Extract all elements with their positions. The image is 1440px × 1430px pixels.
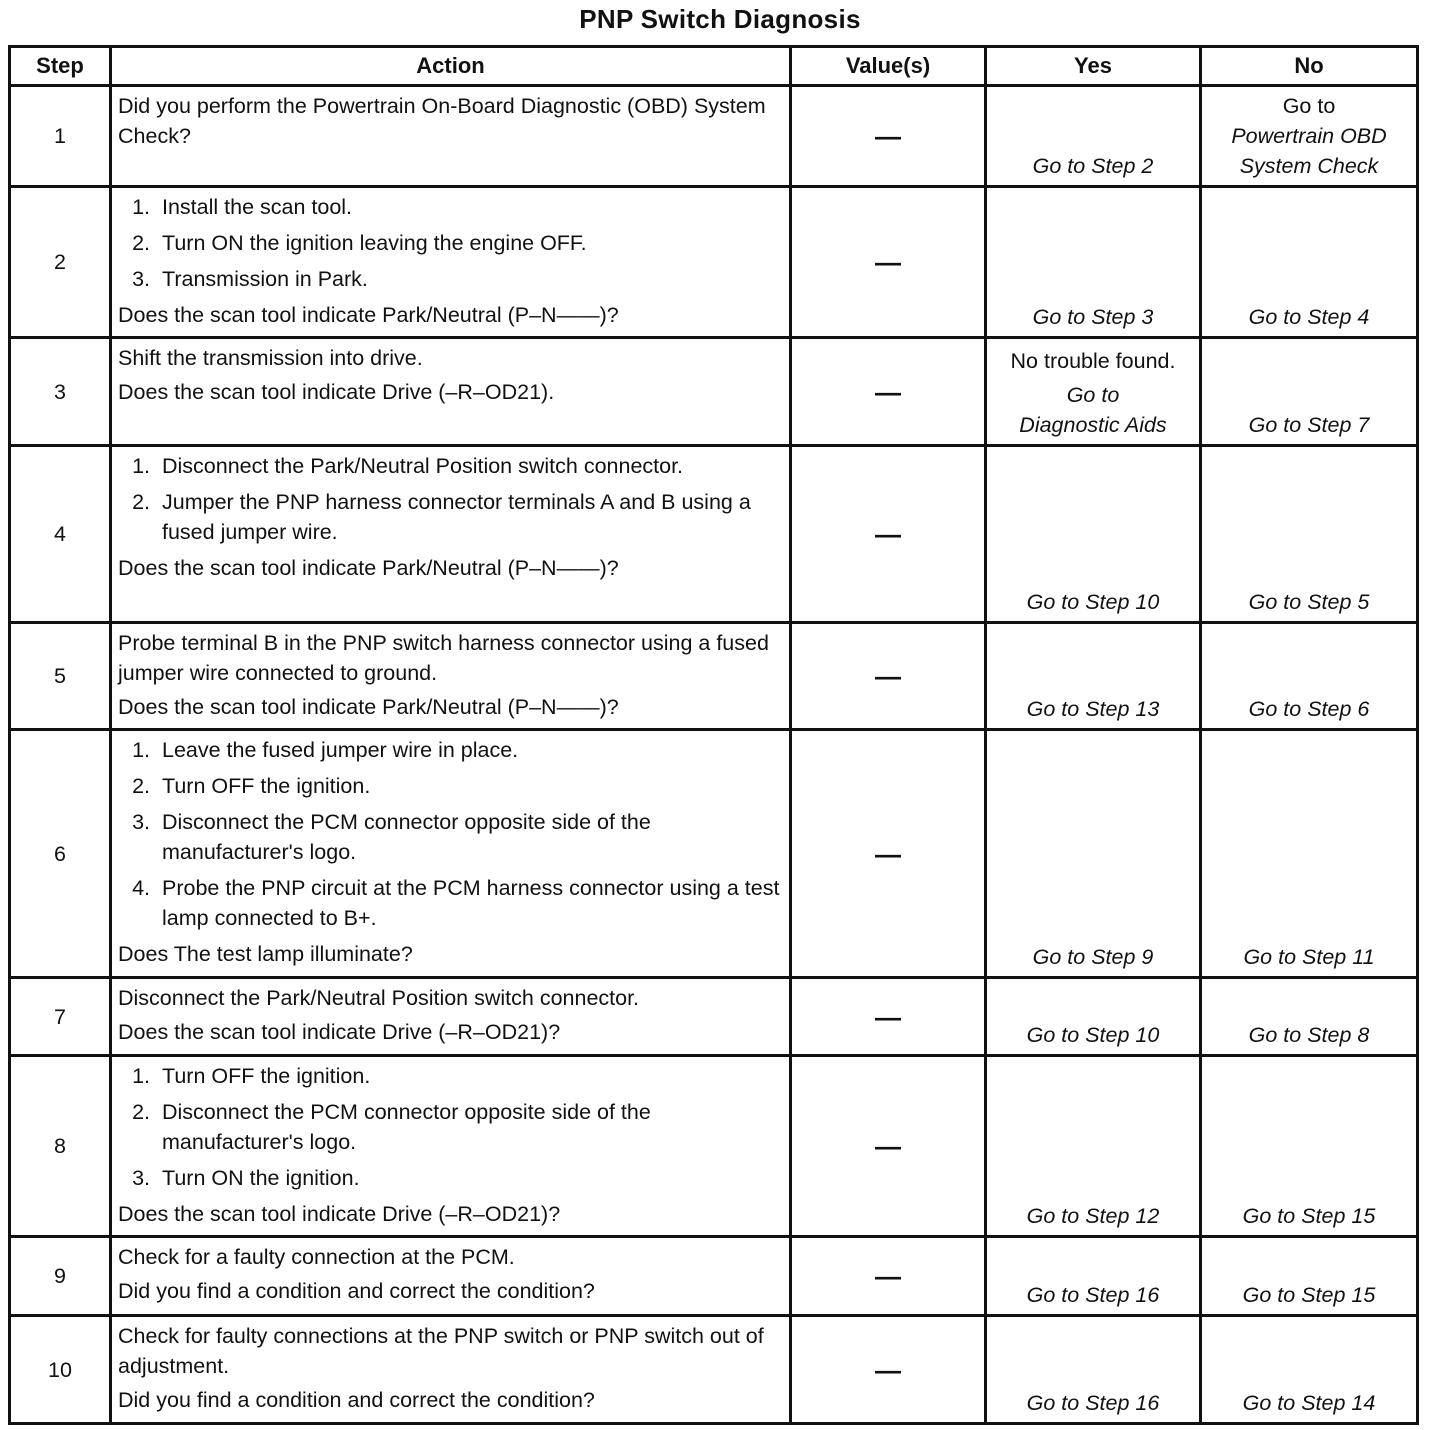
no-cell [1201,446,1418,623]
no-prefix: Go to [1282,94,1336,118]
no-link[interactable]: Go to Step 6 [1248,697,1370,721]
step-number: 8 [10,1056,111,1237]
header-row [10,47,1418,86]
yes-cell [986,1056,1201,1237]
action-step: 2. Jumper the PNP harness connector terminals A and B using a fused jumper wire. [156,487,783,547]
step-number: 6 [10,730,111,978]
action-question: Did you find a condition and correct the condition? [118,1279,595,1303]
action-question: Does the scan tool indicate Drive (–R–OD21)? [118,1202,561,1226]
header-step: Step [10,47,111,86]
action-step: 1. Install the scan tool. [156,192,783,222]
action-cell [111,730,791,978]
action-text: Check for faulty connections at the PNP switch or PNP switch out of adjustment. [118,1324,764,1378]
table-row [10,446,1418,623]
yes-cell [986,446,1201,623]
yes-link[interactable]: Go to Diagnostic Aids [1019,383,1167,437]
table-row [10,1056,1418,1237]
action-step: 3. Turn ON the ignition. [156,1163,783,1193]
yes-link[interactable]: Go to Step 16 [1026,1391,1160,1415]
yes-link[interactable]: Go to Step 10 [1026,590,1160,614]
action-question: Did you find a condition and correct the condition? [118,1388,595,1412]
value-cell: — [791,623,986,730]
yes-link[interactable]: Go to Step 12 [1026,1204,1160,1228]
step-number: 9 [10,1237,111,1316]
action-step: 3. Disconnect the PCM connector opposite side of the manufacturer's logo. [156,807,783,867]
yes-link[interactable]: Go to Step 13 [1026,697,1160,721]
table-row [10,623,1418,730]
no-link[interactable]: Go to Step 7 [1248,413,1370,437]
action-step: 1. Leave the fused jumper wire in place. [156,735,783,765]
value-cell: — [791,187,986,338]
no-link[interactable]: Go to Step 4 [1248,305,1370,329]
no-link[interactable]: Powertrain OBD System Check [1231,124,1387,178]
action-step: 4. Probe the PNP circuit at the PCM harness connector using a test lamp connected to B+. [156,873,783,933]
action-cell [111,978,791,1056]
yes-link[interactable]: Go to Step 16 [1026,1283,1160,1307]
no-cell [1201,187,1418,338]
yes-link[interactable]: Go to Step 10 [1026,1023,1160,1047]
value-cell: — [791,978,986,1056]
no-link[interactable]: Go to Step 5 [1248,590,1370,614]
action-text: Did you perform the Powertrain On-Board Diagnostic (OBD) System Check? [118,94,766,148]
step-number: 1 [10,86,111,187]
value-cell: — [791,730,986,978]
yes-cell [986,86,1201,187]
value-cell: — [791,86,986,187]
no-link[interactable]: Go to Step 15 [1242,1204,1376,1228]
step-number: 7 [10,978,111,1056]
action-text: Disconnect the Park/Neutral Position switch connector. [118,986,640,1010]
table-row [10,86,1418,187]
action-cell [111,86,791,187]
action-steps [118,451,783,547]
no-link[interactable]: Go to Step 15 [1242,1283,1376,1307]
action-text: Shift the transmission into drive. [118,346,423,370]
value-cell: — [791,338,986,446]
yes-link[interactable]: Go to Step 2 [1032,154,1154,178]
action-question: Does the scan tool indicate Drive (–R–OD21)? [118,1020,561,1044]
action-steps [118,1061,783,1193]
action-cell [111,623,791,730]
no-link[interactable]: Go to Step 11 [1243,945,1375,969]
action-step: 2. Disconnect the PCM connector opposite side of the manufacturer's logo. [156,1097,783,1157]
action-question: Does The test lamp illuminate? [118,942,413,966]
yes-note: No trouble found. [1010,349,1176,373]
no-cell [1201,338,1418,446]
value-cell: — [791,446,986,623]
step-number: 10 [10,1316,111,1424]
step-number: 3 [10,338,111,446]
yes-cell [986,1237,1201,1316]
header-yes: Yes [986,47,1201,86]
no-cell [1201,978,1418,1056]
step-number: 4 [10,446,111,623]
yes-cell [986,978,1201,1056]
action-question: Does the scan tool indicate Park/Neutral (P–N——)? [118,303,619,327]
no-link[interactable]: Go to Step 14 [1242,1391,1376,1415]
header-no: No [1201,47,1418,86]
yes-cell [986,338,1201,446]
step-number: 5 [10,623,111,730]
action-cell [111,446,791,623]
table-row [10,978,1418,1056]
action-cell [111,187,791,338]
step-number: 2 [10,187,111,338]
action-question: Does the scan tool indicate Drive (–R–OD21). [118,380,555,404]
action-cell [111,1237,791,1316]
no-cell [1201,1056,1418,1237]
action-step: 1. Turn OFF the ignition. [156,1061,783,1091]
table-row [10,338,1418,446]
action-text: Probe terminal B in the PNP switch harness connector using a fused jumper wire connected to ground. [118,631,769,685]
no-cell [1201,86,1418,187]
page-title: PNP Switch Diagnosis [579,4,861,34]
action-cell [111,1316,791,1424]
header-value: Value(s) [791,47,986,86]
action-cell [111,1056,791,1237]
action-question: Does the scan tool indicate Park/Neutral (P–N——)? [118,556,619,580]
header-action: Action [111,47,791,86]
value-cell: — [791,1316,986,1424]
action-step: 3. Transmission in Park. [156,264,783,294]
table-row [10,730,1418,978]
action-step: 2. Turn OFF the ignition. [156,771,783,801]
no-cell [1201,730,1418,978]
action-text: Check for a faulty connection at the PCM. [118,1245,515,1269]
table-row [10,187,1418,338]
yes-cell [986,187,1201,338]
no-cell [1201,1237,1418,1316]
action-steps [118,735,783,933]
no-link[interactable]: Go to Step 8 [1248,1023,1370,1047]
diagnosis-table [8,45,1419,1425]
yes-cell [986,1316,1201,1424]
table-row [10,1316,1418,1424]
action-step: 2. Turn ON the ignition leaving the engine OFF. [156,228,783,258]
yes-cell [986,730,1201,978]
no-cell [1201,1316,1418,1424]
action-cell [111,338,791,446]
action-step: 1. Disconnect the Park/Neutral Position switch connector. [156,451,783,481]
action-steps [118,192,783,294]
table-row [10,1237,1418,1316]
yes-link[interactable]: Go to Step 9 [1032,945,1154,969]
yes-cell [986,623,1201,730]
action-question: Does the scan tool indicate Park/Neutral (P–N——)? [118,695,619,719]
value-cell: — [791,1056,986,1237]
value-cell: — [791,1237,986,1316]
no-cell [1201,623,1418,730]
yes-link[interactable]: Go to Step 3 [1032,305,1154,329]
